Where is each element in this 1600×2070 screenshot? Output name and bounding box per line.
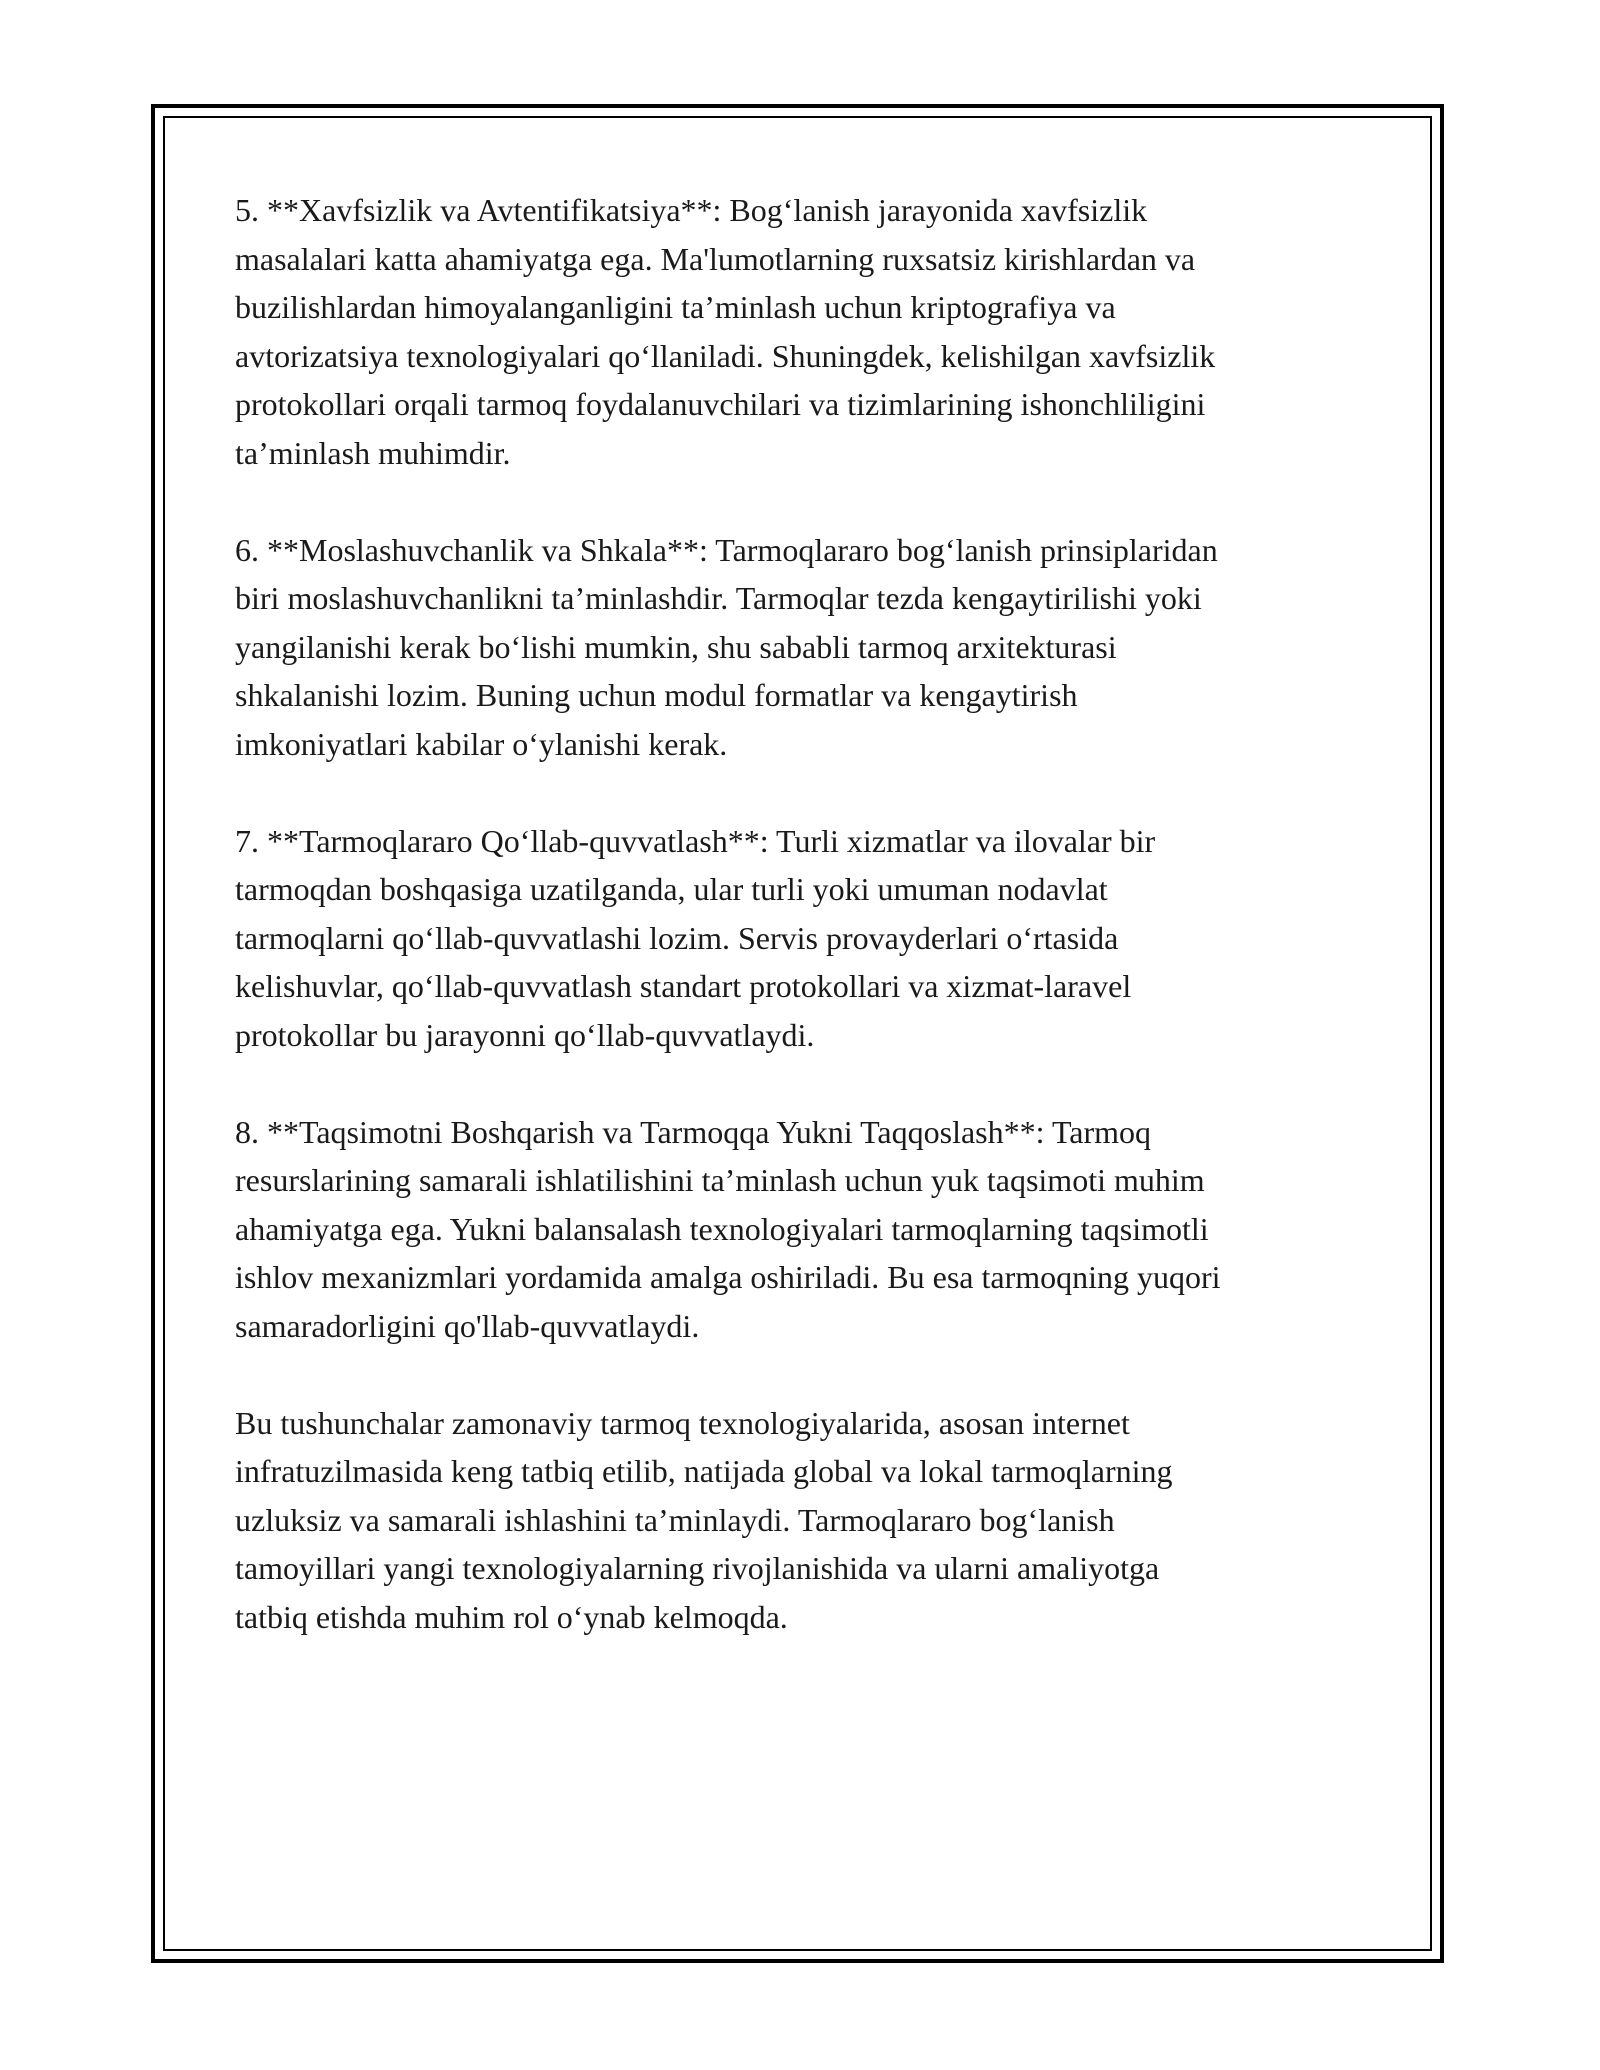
text-line: shkalanishi lozim. Buning uchun modul formatlar va kengaytirish bbox=[235, 677, 1078, 713]
text-line: infratuzilmasida keng tatbiq etilib, natijada global va lokal tarmoqlarning bbox=[235, 1453, 1173, 1489]
text-line: kelishuvlar, qo‘llab-quvvatlash standart protokollari va xizmat-laravel bbox=[235, 968, 1132, 1004]
text-line: samaradorligini qo'llab-quvvatlaydi. bbox=[235, 1307, 700, 1344]
text-line: ahamiyatga ega. Yukni balansalash texnologiyalari tarmoqlarning taqsimotli bbox=[235, 1210, 1209, 1247]
text-line: 6. **Moslashuvchanlik va Shkala**: Tarmoqlararo bog‘lanish prinsiplaridan bbox=[235, 531, 1218, 568]
text-line: tarmoqdan boshqasiga uzatilganda, ular turli yoki umuman nodavlat bbox=[235, 871, 1108, 907]
text-line: tarmoqlarni qo‘llab-quvvatlashi lozim. Servis provayderlari o‘rtasida bbox=[235, 919, 1119, 956]
text-line: yangilanishi kerak bo‘lishi mumkin, shu sababli tarmoq arxitekturasi bbox=[235, 628, 1117, 665]
text-line: ishlov mexanizmlari yordamida amalga oshiriladi. Bu esa tarmoqning yuqori bbox=[235, 1259, 1221, 1295]
text-line: Bu tushunchalar zamonaviy tarmoq texnologiyalarida, asosan internet bbox=[235, 1404, 1130, 1441]
text-line: masalalari katta ahamiyatga ega. Ma'lumotlarning ruxsatsiz kirishlardan va bbox=[235, 240, 1196, 277]
text-line: tamoyillari yangi texnologiyalarning rivojlanishida va ularni amaliyotga bbox=[235, 1550, 1160, 1586]
paragraph-load-distribution bbox=[235, 1108, 1385, 1351]
text-line: ta’minlash muhimdir. bbox=[235, 434, 511, 471]
text-line: buzilishlardan himoyalanganligini ta’minlash uchun kriptografiya va bbox=[235, 289, 1116, 325]
text-line: avtorizatsiya texnologiyalari qo‘llaniladi. Shuningdek, kelishilgan xavfsizlik bbox=[235, 337, 1216, 374]
text-line: 8. **Taqsimotni Boshqarish va Tarmoqqa Yukni Taqqoslash**: Tarmoq bbox=[235, 1113, 1151, 1150]
text-line: biri moslashuvchanlikni ta’minlashdir. Tarmoqlar tezda kengaytirilishi yoki bbox=[235, 580, 1202, 616]
text-line: protokollari orqali tarmoq foydalanuvchilari va tizimlarining ishonchliligini bbox=[235, 386, 1206, 422]
text-line: imkoniyatlari kabilar o‘ylanishi kerak. bbox=[235, 725, 728, 762]
text-line: resurslarining samarali ishlatilishini ta’minlash uchun yuk taqsimoti muhim bbox=[235, 1162, 1205, 1198]
paragraph-conclusion bbox=[235, 1399, 1385, 1642]
text-line: uzluksiz va samarali ishlashini ta’minlaydi. Tarmoqlararo bog‘lanish bbox=[235, 1501, 1115, 1538]
paragraph-security-authentication bbox=[235, 186, 1385, 477]
paragraph-internetwork-support bbox=[235, 817, 1385, 1060]
text-line: tatbiq etishda muhim rol o‘ynab kelmoqda. bbox=[235, 1598, 788, 1635]
text-line: 5. **Xavfsizlik va Avtentifikatsiya**: Bog‘lanish jarayonida xavfsizlik bbox=[235, 192, 1148, 228]
document-body bbox=[235, 186, 1385, 1690]
paragraph-flexibility-scale bbox=[235, 526, 1385, 769]
text-line: protokollar bu jarayonni qo‘llab-quvvatlaydi. bbox=[235, 1016, 815, 1053]
text-line: 7. **Tarmoqlararo Qo‘llab-quvvatlash**: Turli xizmatlar va ilovalar bir bbox=[235, 822, 1156, 859]
